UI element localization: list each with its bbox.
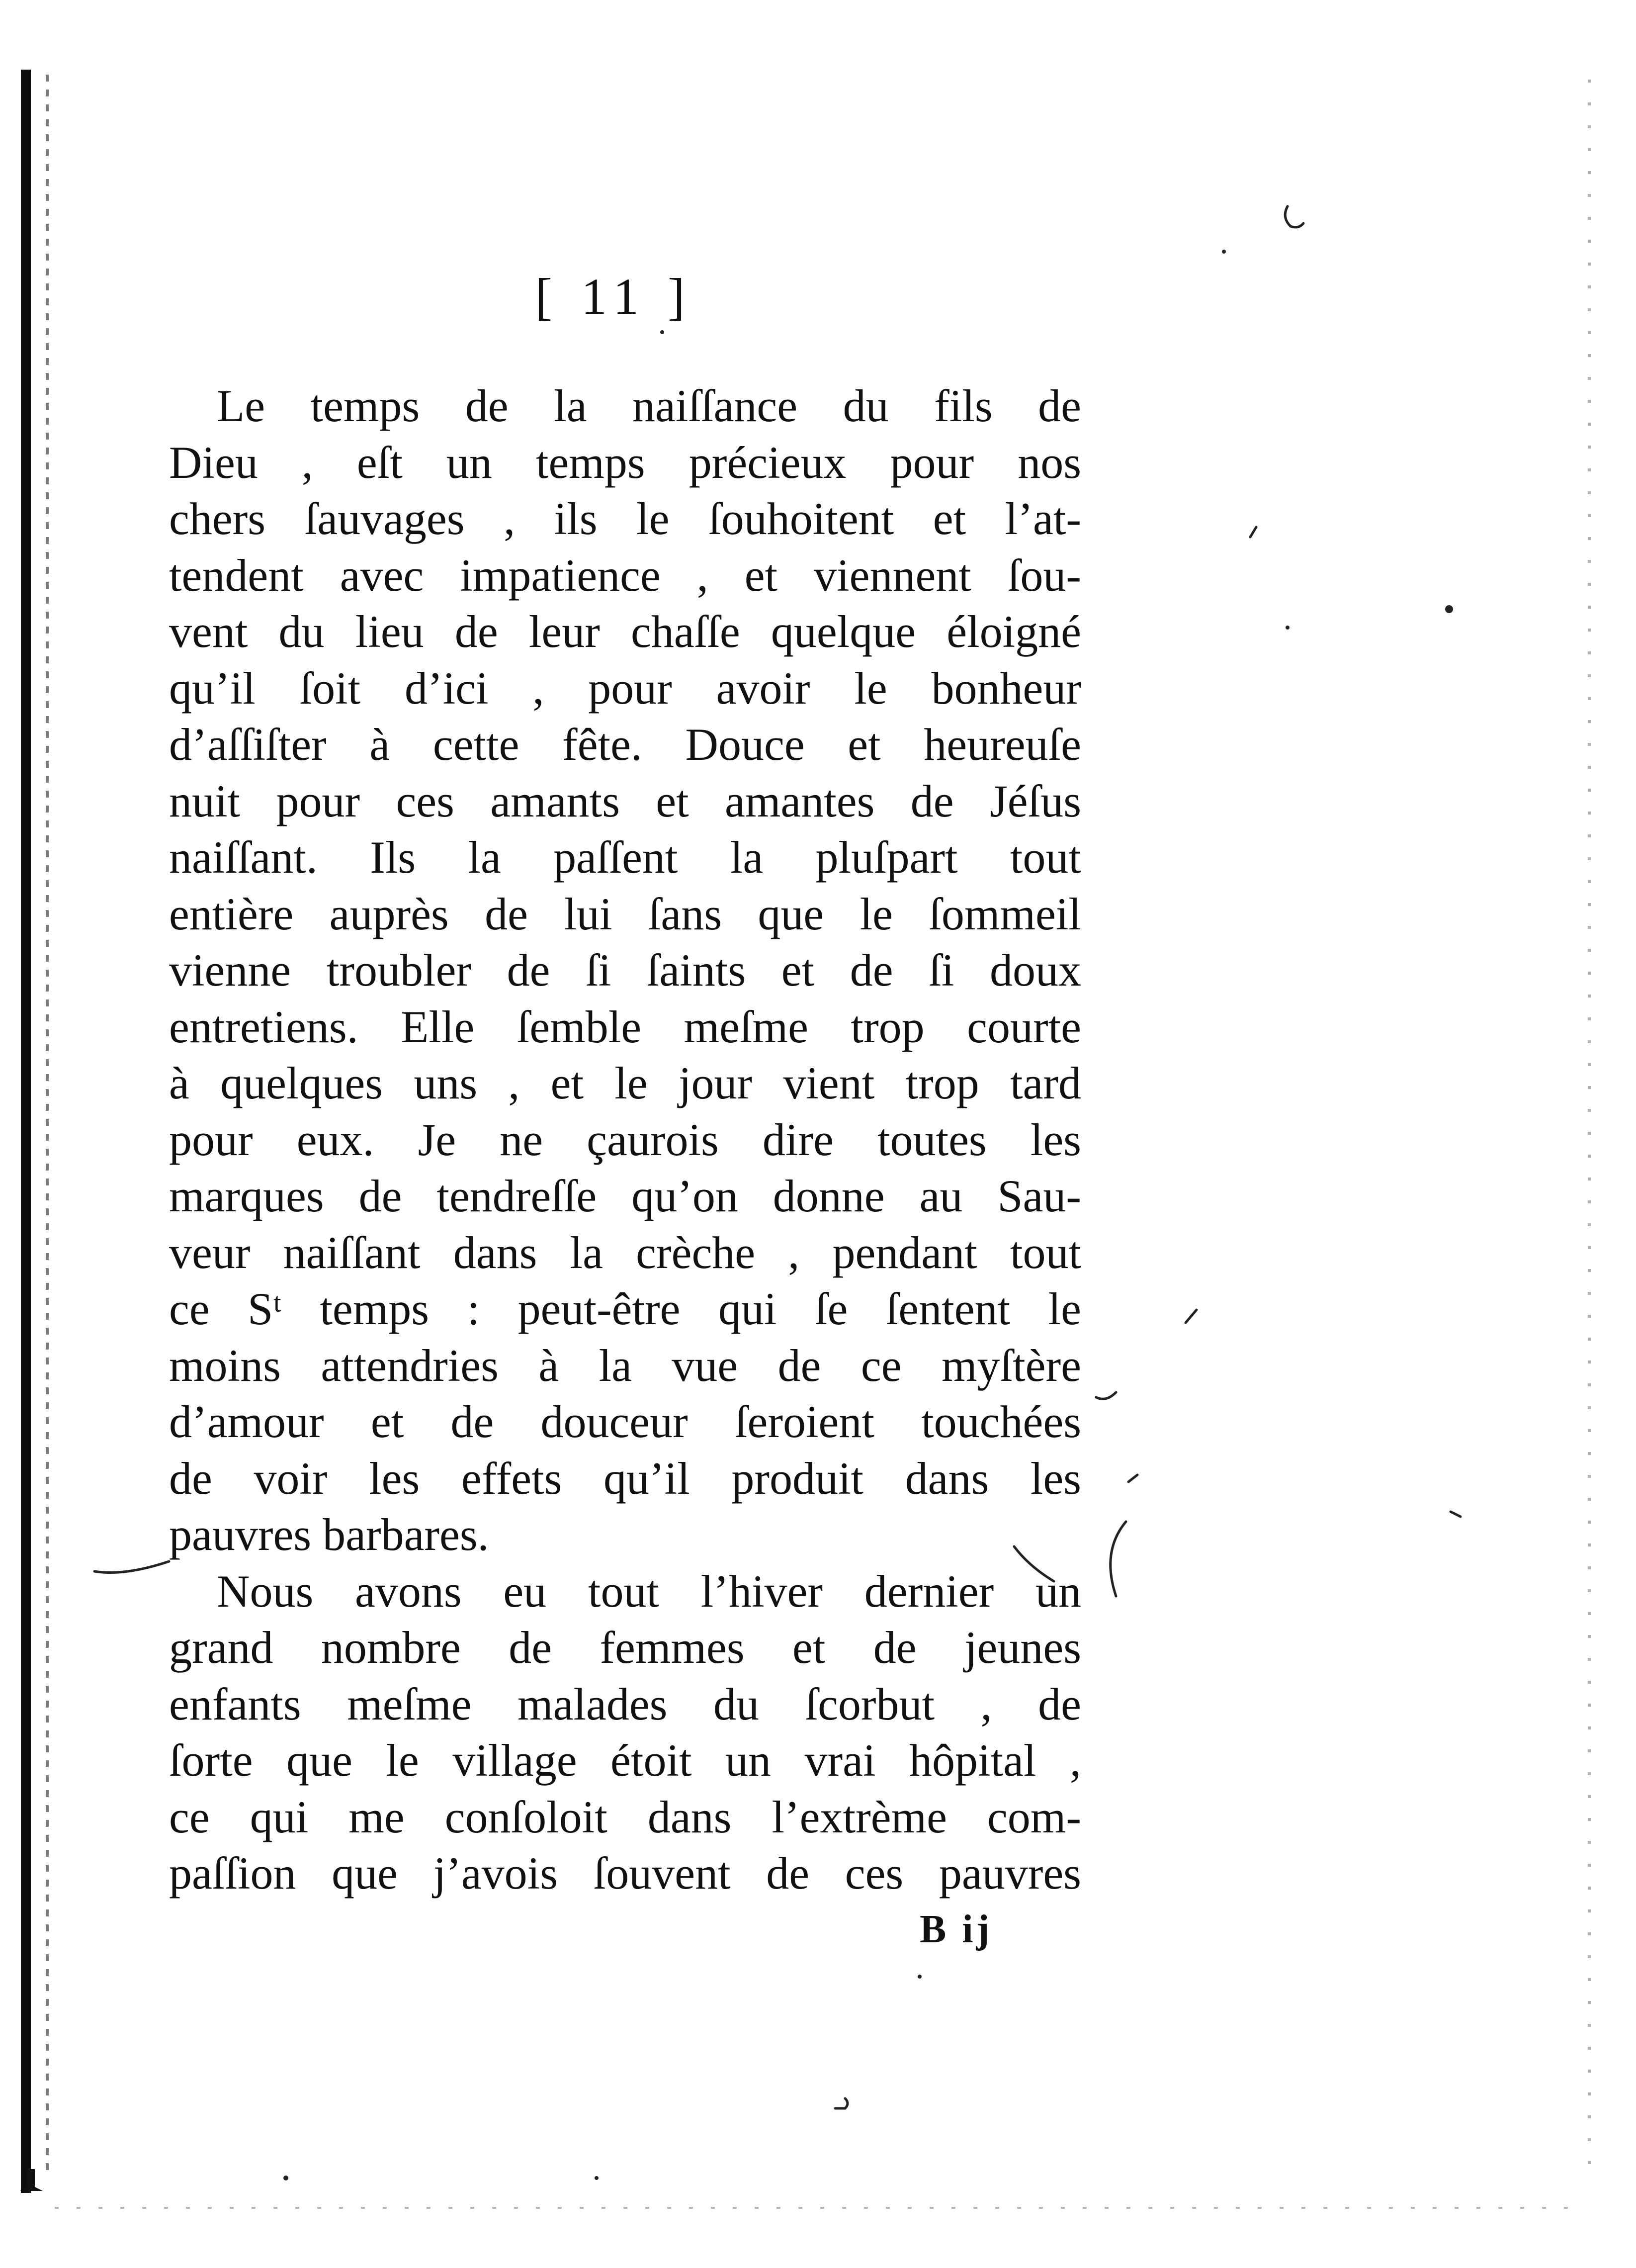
text-line: ce Sᵗ temps : peut-être qui ſe ſentent le [169, 1283, 1081, 1334]
page-number-header: [ 11 ] [535, 268, 693, 325]
text-line: entretiens. Elle ſemble meſme trop courte [169, 1001, 1081, 1052]
text-line: à quelques uns , et le jour vient trop tard [169, 1058, 1081, 1108]
text-line: moins attendries à la vue de ce myſtère [169, 1340, 1081, 1391]
text-line: vent du lieu de leur chaſſe quelque éloigné [169, 606, 1081, 657]
speck [595, 2176, 599, 2180]
text-line: paſſion que j’avois ſouvent de ces pauvres [169, 1848, 1081, 1899]
speck [1222, 250, 1226, 254]
right-margin-specks [1588, 80, 1591, 2168]
text-line: ſorte que le village étoit un vrai hôpital , [169, 1735, 1081, 1786]
annotation-tick [1128, 1475, 1137, 1482]
paragraph-2 [169, 1563, 1081, 1902]
text-line: de voir les effets qu’il produit dans les [169, 1452, 1081, 1504]
annotation-stroke-1 [1250, 527, 1256, 537]
speck [283, 2176, 288, 2180]
text-line: qu’il ſoit d’ici , pour avoir le bonheur [169, 662, 1081, 714]
text-line: d’amour et de douceur ſeroient touchées [169, 1396, 1081, 1447]
speck [660, 330, 664, 334]
text-line: enfants meſme malades du ſcorbut , de [169, 1678, 1081, 1729]
text-line: chers ſauvages , ils le ſouhoitent et l’at- [169, 493, 1081, 544]
annotation-swoosh-left [94, 1561, 169, 1573]
annotation-stroke-2 [1186, 1310, 1197, 1323]
speck [918, 1975, 922, 1979]
annotation-mark-top [1285, 206, 1303, 227]
text-line: naiſſant. Ils la paſſent la pluſpart tout [169, 832, 1081, 883]
text-line: marques de tendreſſe qu’on donne au Sau- [169, 1171, 1081, 1221]
speck [1286, 626, 1290, 630]
text-line: ce qui me conſoloit dans l’extrème com- [169, 1791, 1081, 1842]
text-line: pour eux. Je ne çaurois dire toutes les [169, 1114, 1081, 1165]
annotation-dash [1451, 1512, 1461, 1517]
text-line: entière auprès de lui ſans que le ſommeil [169, 888, 1081, 939]
text-line: veur naiſſant dans la crèche , pendant tout [169, 1227, 1081, 1278]
text-line: vienne troubler de ſi ſaints et de ſi doux [169, 945, 1081, 996]
signature-mark: B ij [920, 1907, 993, 1951]
binding-shadow [46, 75, 49, 2178]
text-line: tendent avec impatience , et viennent ſou- [169, 549, 1081, 601]
paragraph-1 [169, 378, 1081, 1563]
annotation-small [835, 2098, 848, 2108]
text-line: grand nombre de femmes et de jeunes [169, 1622, 1081, 1673]
speck [1445, 605, 1453, 613]
text-line: Le temps de la naiſſance du fils de [217, 380, 1081, 431]
text-line: nuit pour ces amants et amantes de Jéſus [169, 775, 1081, 826]
binding-foot-mark [18, 2169, 44, 2194]
annotation-bracket [1111, 1522, 1126, 1596]
text-line: d’aſſiſter à cette fête. Douce et heureuſe [169, 719, 1081, 770]
body-text [169, 378, 1081, 1902]
binding-edge [21, 70, 31, 2193]
annotation-tilde [1096, 1392, 1116, 1399]
bottom-edge-specks [55, 2207, 1586, 2209]
text-line: Dieu , eſt un temps précieux pour nos [169, 437, 1081, 488]
text-line: pauvres barbares. [169, 1509, 489, 1560]
text-line: Nous avons eu tout l’hiver dernier un [217, 1565, 1081, 1617]
